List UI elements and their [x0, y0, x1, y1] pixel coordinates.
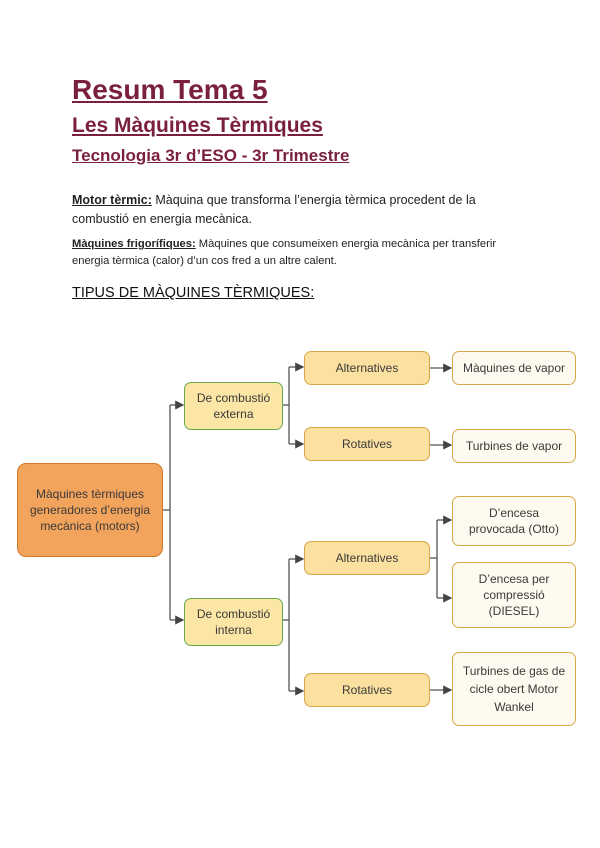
section-heading: TIPUS DE MÀQUINES TÈRMIQUES:: [72, 285, 315, 301]
course-label: Tecnologia 3r d’ESO - 3r Trimestre: [72, 146, 350, 165]
diesel-node: D’encesa per compressió (DIESEL): [452, 562, 576, 628]
external-rotatives-node: Rotatives: [304, 427, 430, 461]
external-combustion-node: De combustió externa: [184, 382, 283, 430]
root-node: Màquines tèrmiques generadores d’energia mecànica (motors): [17, 463, 163, 557]
definition-frigorific-term: Màquines frigorífiques:: [72, 238, 196, 250]
internal-alternatives-node: Alternatives: [304, 541, 430, 575]
otto-node: D’encesa provocada (Otto): [452, 496, 576, 546]
gas-turbines-node: Turbines de gas de cicle obert Motor Wankel: [452, 652, 576, 726]
external-alternatives-node: Alternatives: [304, 351, 430, 385]
definition-motor-text: Màquina que transforma l’energia tèrmica procedent de la combustió en energia mecànica.: [72, 193, 476, 226]
definition-motor-term: Motor tèrmic:: [72, 193, 152, 207]
steam-machines-node: Màquines de vapor: [452, 351, 576, 385]
internal-combustion-node: De combustió interna: [184, 598, 283, 646]
definition-motor: [72, 191, 522, 229]
definition-frigorific-text: Màquines que consumeixen energia mecànica per transferir energia tèrmica (calor) d’un cos fred a un altre calent.: [72, 238, 497, 267]
classification-diagram: [0, 330, 600, 750]
steam-turbines-node: Turbines de vapor: [452, 429, 576, 463]
definition-frigorific: [72, 236, 522, 270]
internal-rotatives-node: Rotatives: [304, 673, 430, 707]
document-subtitle: Les Màquines Tèrmiques: [72, 114, 323, 137]
document-title: Resum Tema 5: [72, 74, 268, 105]
